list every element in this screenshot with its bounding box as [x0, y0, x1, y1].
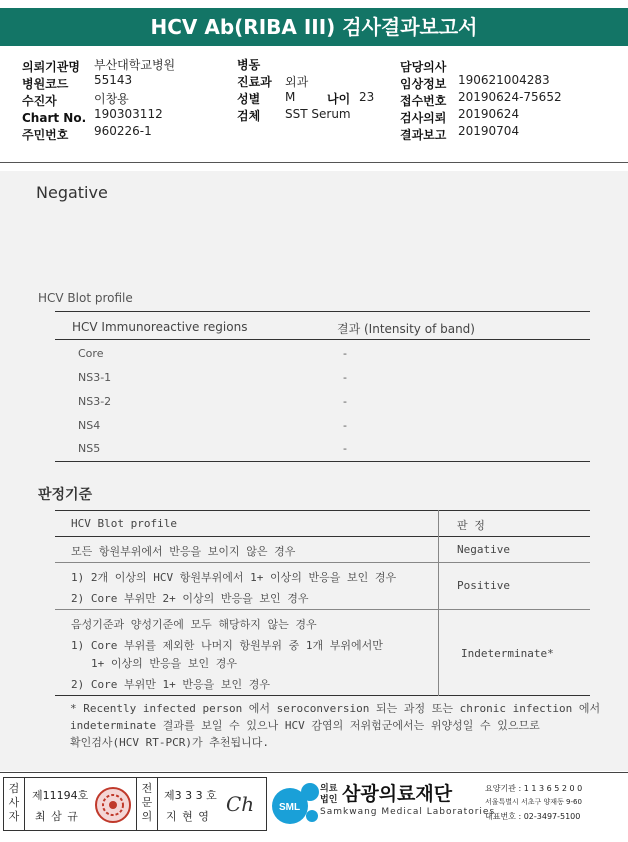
request-value: 20190624: [458, 107, 520, 121]
blot-table-head-rule: [55, 339, 590, 340]
phone: 대표번호 : 02-3497-5100: [485, 812, 581, 821]
crit-neg-judge: Negative: [457, 543, 510, 556]
request-label: 검사의뢰: [400, 111, 447, 125]
crit-rule-head: [55, 536, 590, 537]
corp-small-1: 의료: [320, 784, 338, 794]
patient-value: 이창용: [94, 92, 129, 106]
crit-rule-neg: [55, 562, 590, 563]
clinical-label: 임상정보: [400, 77, 447, 91]
header-col3: [400, 56, 600, 141]
crit-neg-text: 모든 항원부위에서 반응을 보이지 않은 경우: [71, 545, 296, 558]
spec-label: 전문의: [141, 782, 153, 823]
crit-ind-line3: 1+ 이상의 반응을 보인 경우: [91, 657, 237, 670]
sex-label: 성별: [237, 92, 261, 106]
header-divider: [0, 162, 628, 163]
dept-value: 외과: [285, 75, 309, 89]
criteria-table: [55, 510, 590, 696]
blot-region-ns5: NS5: [78, 442, 101, 455]
org-eng: Samkwang Medical Laboratories: [320, 807, 496, 817]
blot-region-ns4: NS4: [78, 419, 101, 432]
report-title: HCV Ab(RIBA III) 검사결과보고서: [0, 8, 628, 46]
crit-rule-bottom: [55, 695, 590, 696]
corp-small-2: 법인: [320, 795, 338, 805]
criteria-title: 판정기준: [38, 487, 93, 503]
blot-col-region: HCV Immunoreactive regions: [72, 320, 248, 334]
crit-ind-line4: 2) Core 부위만 1+ 반응을 보인 경우: [71, 678, 270, 691]
patient-label: 수진자: [22, 94, 57, 108]
blot-col-result: 결과 (Intensity of band): [337, 322, 475, 336]
crit-pos-judge: Positive: [457, 579, 510, 592]
chart-label: Chart No.: [22, 111, 87, 125]
blot-region-core: Core: [78, 347, 104, 360]
signature-box: [3, 777, 267, 831]
note-line1: * Recently infected person 에서 seroconversion 되는 과정 또는 chronic infection 에서: [70, 702, 601, 715]
blot-result-ns4: -: [343, 419, 347, 432]
blot-profile-title: HCV Blot profile: [38, 291, 133, 305]
exam-label-cell: [4, 778, 25, 830]
blot-table-top-rule: [55, 311, 590, 312]
report-value: 20190704: [458, 124, 520, 138]
crit-col-divider: [438, 510, 439, 696]
rrn-label: 주민번호: [22, 128, 69, 142]
spec-no: 제3 3 3 호: [164, 789, 217, 802]
specimen-value: SST Serum: [285, 107, 351, 121]
hospcode-label: 병원코드: [22, 77, 69, 91]
spec-name: 지 현 영: [166, 810, 210, 823]
note-line2: indeterminate 결과를 보일 수 있으나 HCV 감염의 저위험군에서는 위양성일 수 있으므로: [70, 719, 540, 732]
header-col2: [237, 56, 387, 146]
criteria-note: [70, 700, 610, 751]
exam-label: 검사자: [8, 782, 20, 823]
blot-result-core: -: [343, 347, 347, 360]
chart-value: 190303112: [94, 107, 163, 121]
footer-divider: [0, 772, 628, 773]
crit-pos-line1: 1) 2개 이상의 HCV 항원부위에서 1+ 이상의 반응을 보인 경우: [71, 571, 397, 584]
seal-icon: [94, 786, 132, 824]
exam-no: 제11194호: [32, 789, 89, 802]
report-label: 결과보고: [400, 128, 447, 142]
hospcode-value: 55143: [94, 73, 133, 87]
org-label: 의뢰기관명: [22, 60, 80, 74]
blot-table-bottom-rule: [55, 461, 590, 462]
org-name: 삼광의료재단: [342, 783, 453, 805]
receipt-label: 접수번호: [400, 94, 447, 108]
crit-ind-line2: 1) Core 부위를 제외한 나머지 항원부위 중 1개 부위에서만: [71, 639, 383, 652]
address: 서울특별시 서초구 양재동 9-60: [485, 798, 582, 806]
blot-result-ns3-2: -: [343, 395, 347, 408]
blot-result-ns3-1: -: [343, 371, 347, 384]
crit-col-profile: HCV Blot profile: [71, 517, 177, 530]
note-line3: 확인검사(HCV RT-PCR)가 추천됩니다.: [70, 736, 269, 749]
blot-result-ns5: -: [343, 442, 347, 455]
exam-name: 최 삼 규: [35, 810, 79, 823]
crit-col-judge: 판 정: [457, 519, 485, 532]
clinical-value: 190621004283: [458, 73, 550, 87]
crit-ind-line1: 음성기준과 양성기준에 모두 해당하지 않는 경우: [71, 618, 317, 631]
rrn-value: 960226-1: [94, 124, 152, 138]
doctor-label: 담당의사: [400, 60, 447, 74]
header-col1: [22, 56, 232, 141]
crit-ind-judge: Indeterminate*: [461, 647, 554, 660]
crit-pos-line2: 2) Core 부위만 2+ 이상의 반응을 보인 경우: [71, 592, 309, 605]
signature: Ch: [226, 792, 255, 816]
sml-logo-text: SML: [279, 802, 301, 813]
blot-region-ns3-1: NS3-1: [78, 371, 112, 384]
specimen-label: 검체: [237, 109, 261, 123]
age-label: 나이: [327, 92, 351, 106]
dept-label: 진료과: [237, 75, 272, 89]
crit-rule-pos: [55, 609, 590, 610]
age-value: 23: [359, 90, 375, 104]
crit-rule-top: [55, 510, 590, 511]
sml-logo-icon: [270, 780, 320, 828]
inst-code: 요양기관 : 1 1 3 6 5 2 0 0: [485, 784, 583, 793]
receipt-value: 20190624-75652: [458, 90, 562, 104]
blot-region-ns3-2: NS3-2: [78, 395, 112, 408]
sex-value: M: [285, 90, 296, 104]
overall-result: Negative: [36, 183, 108, 202]
org-value: 부산대학교병원: [94, 58, 176, 72]
spec-label-cell: [136, 778, 158, 830]
ward-label: 병동: [237, 58, 261, 72]
